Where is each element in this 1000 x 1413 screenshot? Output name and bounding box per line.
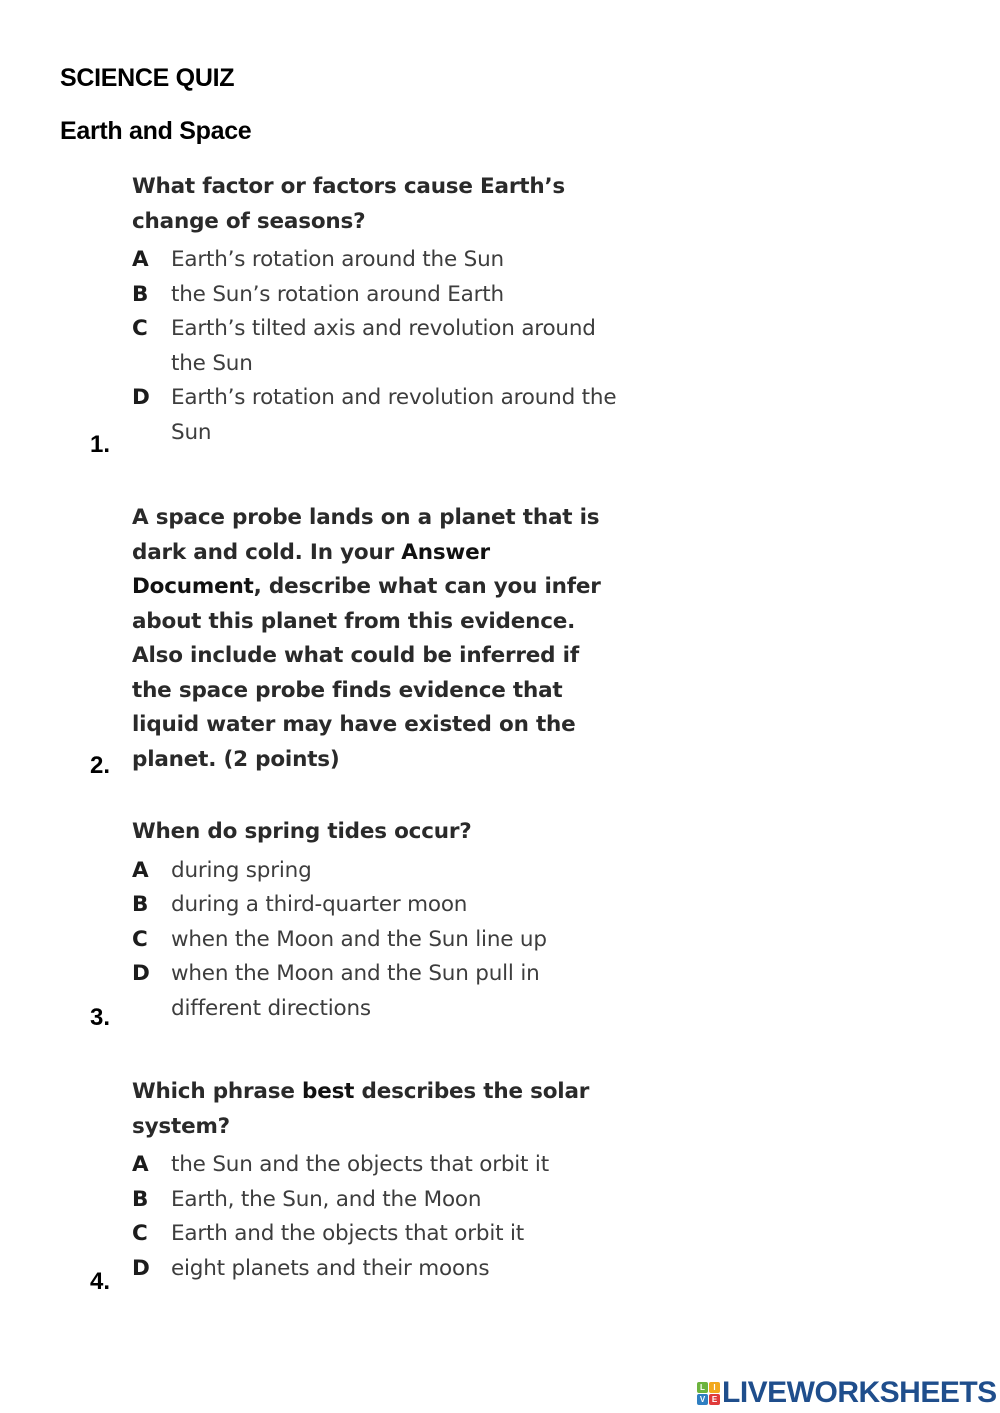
- question-number-2: 2.: [90, 752, 111, 779]
- doc-subtitle: Earth and Space: [60, 117, 252, 145]
- option-d[interactable]: [132, 381, 632, 450]
- option-letter: B: [132, 1186, 149, 1212]
- live-blocks-icon: [697, 1382, 720, 1405]
- option-letter: A: [132, 247, 149, 272]
- emphasis-answer-document: Answer Document: [132, 539, 490, 599]
- question-number-4: 4.: [90, 1268, 111, 1295]
- question-stem: What factor or factors cause Earth’s change of seasons?: [132, 174, 566, 234]
- question-4: [132, 1075, 632, 1286]
- question-3: [132, 815, 632, 1026]
- options-list: [132, 854, 632, 1027]
- question-stem: When do spring tides occur?: [132, 819, 472, 844]
- option-a[interactable]: [132, 854, 632, 889]
- option-a[interactable]: [132, 1148, 632, 1183]
- option-c[interactable]: [132, 312, 632, 381]
- logo-text: LIVEWORKSHEETS: [722, 1376, 997, 1409]
- option-text: when the Moon and the Sun pull in different directions: [171, 961, 540, 1021]
- option-b[interactable]: [132, 278, 632, 313]
- option-letter: D: [132, 1255, 150, 1281]
- options-list: [132, 1148, 632, 1286]
- emphasis-best: best: [302, 1079, 355, 1104]
- option-d[interactable]: [132, 1252, 632, 1287]
- option-text: during spring: [171, 857, 312, 883]
- question-number-1: 1.: [90, 431, 111, 458]
- option-text: Earth, the Sun, and the Moon: [171, 1186, 482, 1212]
- option-a[interactable]: [132, 243, 632, 278]
- option-b[interactable]: [132, 1183, 632, 1218]
- option-c[interactable]: [132, 923, 632, 958]
- question-2: [132, 501, 612, 777]
- option-d[interactable]: [132, 957, 632, 1026]
- logo-cell-i: I: [709, 1382, 720, 1393]
- option-text: the Sun and the objects that orbit it: [171, 1152, 549, 1177]
- option-text: when the Moon and the Sun line up: [171, 926, 547, 952]
- option-letter: A: [132, 857, 149, 883]
- question-stem: Which phrase best describes the solar system?: [132, 1079, 590, 1139]
- option-text: Earth’s tilted axis and revolution around the Sun: [171, 316, 596, 376]
- option-text: during a third-quarter moon: [171, 892, 468, 917]
- option-text: the Sun’s rotation around Earth: [171, 281, 504, 307]
- question-stem: A space probe lands on a planet that is dark and cold. In your Answer Document, describe what can you infer about this planet from this evidence. Also include what could be inferred if the space probe finds evidence that liquid water may have existed on the planet. (2 points): [132, 505, 601, 772]
- question-number-3: 3.: [90, 1004, 111, 1031]
- option-c[interactable]: [132, 1217, 632, 1252]
- option-letter: C: [132, 316, 148, 341]
- option-b[interactable]: [132, 888, 632, 923]
- liveworksheets-logo: [697, 1378, 997, 1408]
- option-letter: D: [132, 961, 150, 986]
- option-text: Earth and the objects that orbit it: [171, 1221, 524, 1246]
- option-letter: C: [132, 1221, 148, 1246]
- logo-cell-l: L: [697, 1382, 708, 1393]
- option-letter: B: [132, 281, 149, 307]
- option-letter: D: [132, 385, 150, 410]
- logo-cell-e: E: [709, 1394, 720, 1405]
- logo-cell-v: V: [697, 1394, 708, 1405]
- question-1: [132, 170, 632, 450]
- option-text: eight planets and their moons: [171, 1255, 490, 1281]
- option-letter: B: [132, 892, 149, 917]
- options-list: [132, 243, 632, 450]
- doc-title: SCIENCE QUIZ: [60, 64, 235, 92]
- option-text: Earth’s rotation and revolution around the Sun: [171, 385, 617, 445]
- option-text: Earth’s rotation around the Sun: [171, 247, 504, 272]
- option-letter: C: [132, 926, 148, 952]
- option-letter: A: [132, 1152, 149, 1177]
